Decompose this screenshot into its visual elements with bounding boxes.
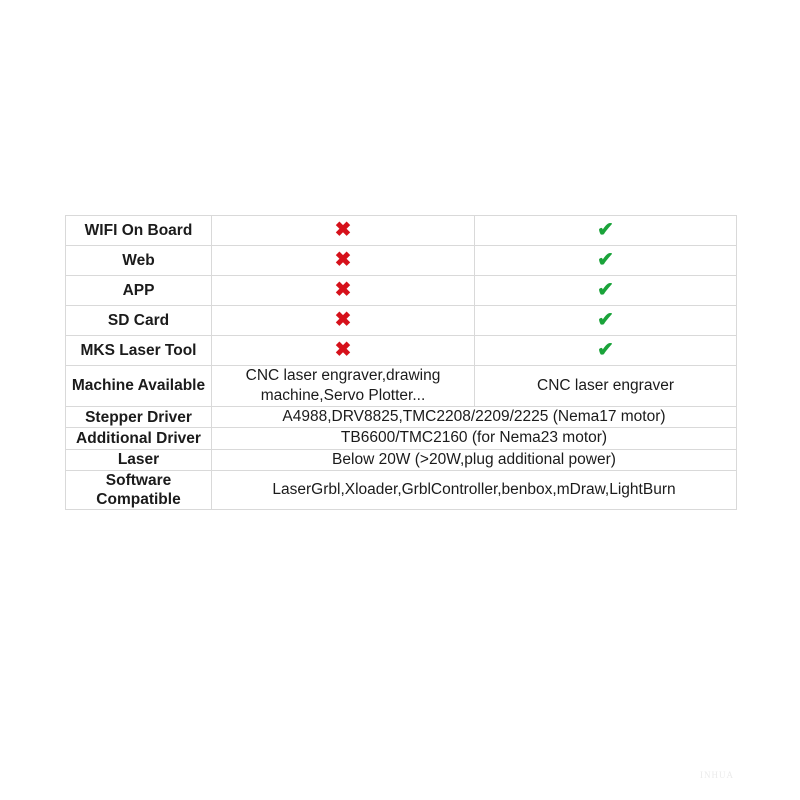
- right-mark-cell: [475, 336, 737, 366]
- check-icon: ✔: [597, 339, 614, 361]
- row-label: APP: [66, 276, 212, 306]
- machine-right-value: CNC laser engraver: [475, 366, 737, 407]
- table-row: [66, 336, 737, 366]
- row-label: Web: [66, 246, 212, 276]
- table-row: [66, 276, 737, 306]
- right-mark-cell: [475, 216, 737, 246]
- row-label: Additional Driver: [66, 428, 212, 449]
- row-label: MKS Laser Tool: [66, 336, 212, 366]
- cross-icon: ✖: [334, 249, 352, 271]
- table-row: [66, 306, 737, 336]
- row-value: A4988,DRV8825,TMC2208/2209/2225 (Nema17 motor): [212, 407, 737, 428]
- table-row: [66, 407, 737, 428]
- table-body: [66, 216, 737, 510]
- left-mark-cell: [212, 246, 475, 276]
- row-value: LaserGrbl,Xloader,GrblController,benbox,mDraw,LightBurn: [212, 470, 737, 510]
- right-mark-cell: [475, 246, 737, 276]
- table-row: [66, 449, 737, 470]
- machine-left-value: CNC laser engraver,drawing machine,Servo Plotter...: [212, 366, 475, 407]
- row-label: Stepper Driver: [66, 407, 212, 428]
- right-mark-cell: [475, 276, 737, 306]
- table-row: [66, 428, 737, 449]
- cross-icon: ✖: [334, 219, 352, 241]
- table-row: [66, 246, 737, 276]
- row-label: Laser: [66, 449, 212, 470]
- left-mark-cell: [212, 336, 475, 366]
- check-icon: ✔: [597, 219, 614, 241]
- check-icon: ✔: [597, 249, 614, 271]
- row-label: Machine Available: [66, 366, 212, 407]
- row-label: SD Card: [66, 306, 212, 336]
- check-icon: ✔: [597, 309, 614, 331]
- cross-icon: ✖: [334, 309, 352, 331]
- table-row: [66, 366, 737, 407]
- comparison-table: [65, 215, 737, 510]
- left-mark-cell: [212, 216, 475, 246]
- row-value: TB6600/TMC2160 (for Nema23 motor): [212, 428, 737, 449]
- table-row: [66, 470, 737, 510]
- right-mark-cell: [475, 306, 737, 336]
- table-row: [66, 216, 737, 246]
- check-icon: ✔: [597, 279, 614, 301]
- spec-comparison-table: [65, 215, 735, 510]
- row-label: Software Compatible: [66, 470, 212, 510]
- left-mark-cell: [212, 276, 475, 306]
- cross-icon: ✖: [334, 279, 352, 301]
- cross-icon: ✖: [334, 339, 352, 361]
- row-label: WIFI On Board: [66, 216, 212, 246]
- left-mark-cell: [212, 306, 475, 336]
- watermark: INHUA: [700, 770, 734, 780]
- row-value: Below 20W (>20W,plug additional power): [212, 449, 737, 470]
